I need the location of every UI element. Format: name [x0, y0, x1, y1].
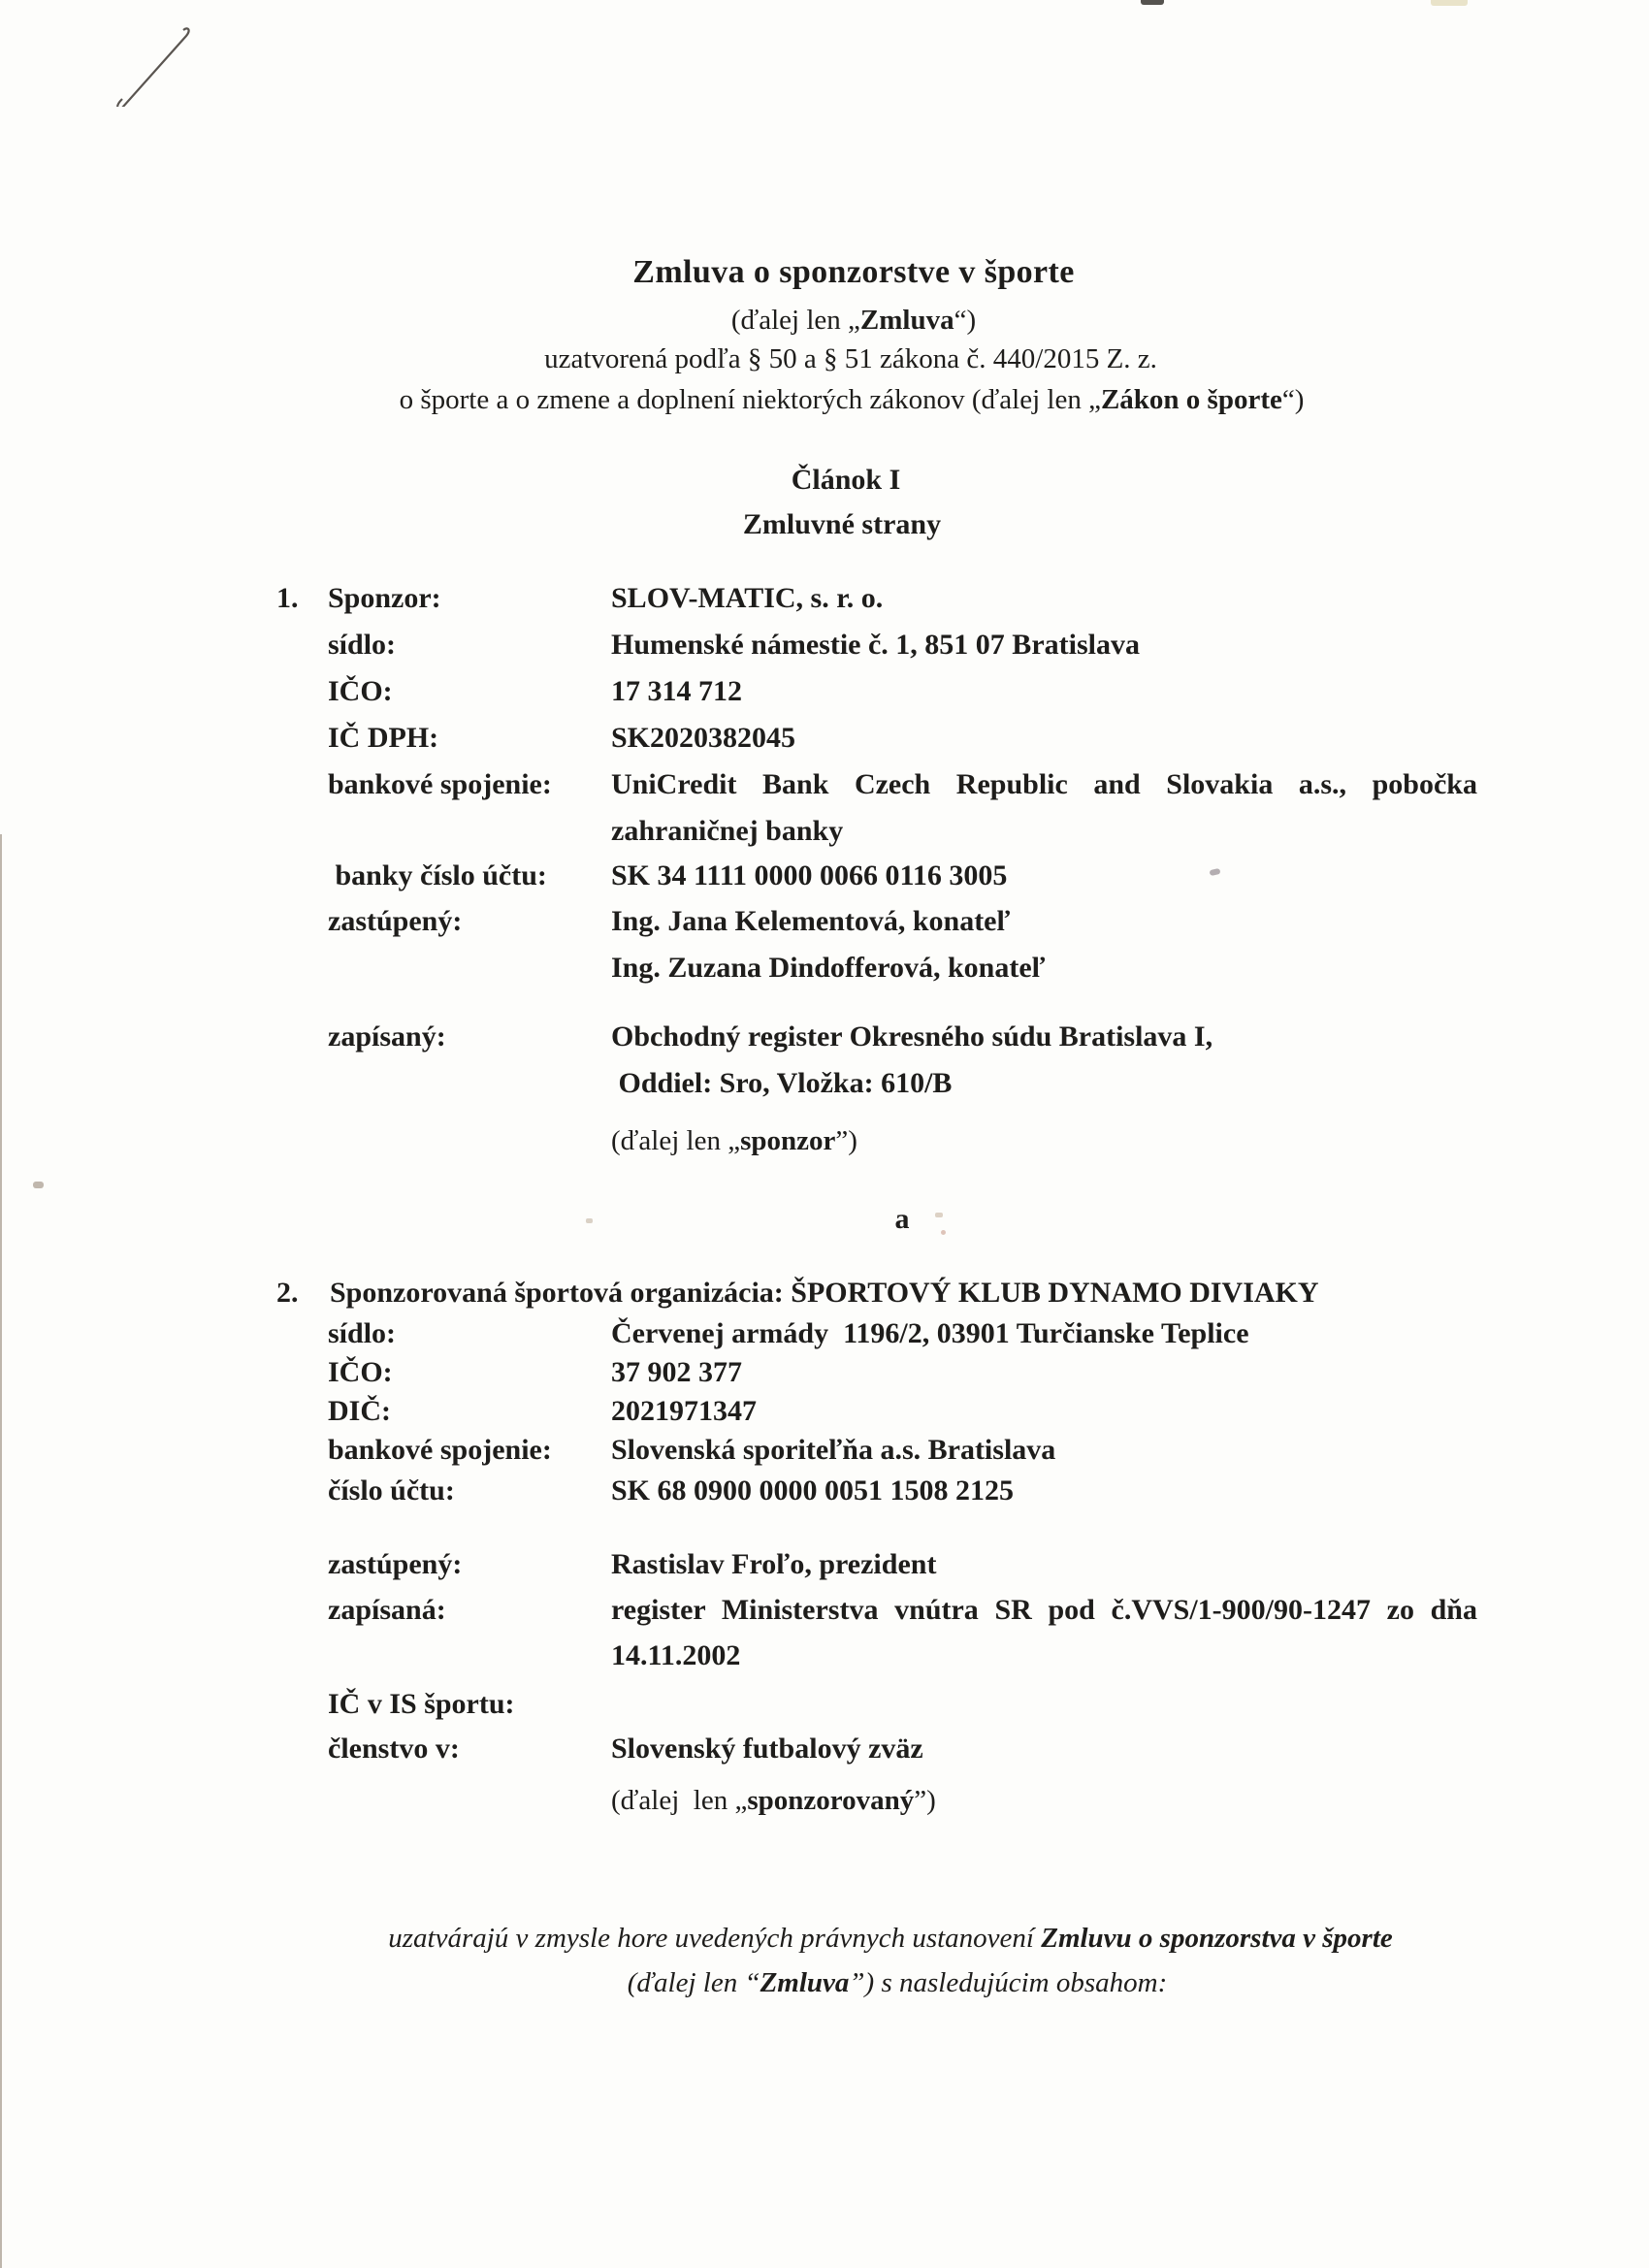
row-label: zapísaný: [328, 1021, 446, 1053]
subtitle-post: “) [954, 305, 977, 336]
party1-alias-line [611, 1125, 857, 1157]
subtitle-defined-term: Zmluva [859, 305, 954, 336]
party2-bank-row [328, 1434, 1482, 1480]
party1-ico-row [328, 675, 1482, 722]
law-line2-pre: o športe a o zmene a doplnení niektorých zákonov (ďalej len „ [399, 384, 1101, 415]
pen-stroke-mark [109, 19, 196, 107]
row-value: Slovenský futbalový zväz [611, 1733, 923, 1765]
law-reference-line: uzatvorená podľa § 50 a § 51 zákona č. 440/2015 Z. z. [544, 343, 1157, 374]
article-heading: Článok I [791, 464, 901, 496]
alias-pre: (ďalej len „ [611, 1125, 741, 1156]
party1-represented-row [328, 905, 1482, 952]
row-label: zastúpený: [328, 1548, 463, 1580]
document-subtitle [731, 305, 976, 337]
row-value: SK2020382045 [611, 722, 796, 754]
row-value: SLOV-MATIC, s. r. o. [611, 582, 884, 614]
row-value: Humenské námestie č. 1, 851 07 Bratislava [611, 629, 1140, 661]
row-value: SK 68 0900 0000 0051 1508 2125 [611, 1474, 1015, 1507]
party2-heading-value: ŠPORTOVÝ KLUB DYNAMO DIVIAKY [791, 1277, 1319, 1309]
party1-bank-row [328, 768, 1482, 815]
scan-artifact-top-dash [1141, 0, 1164, 5]
row-value: 37 902 377 [611, 1356, 742, 1388]
party2-registered-row [328, 1594, 1482, 1640]
row-label: sídlo: [328, 1317, 397, 1349]
row-label: bankové spojenie: [328, 768, 552, 800]
row-value: 2021971347 [611, 1395, 757, 1427]
party1-sponzor-row [328, 582, 1482, 629]
party2-number: 2. [276, 1277, 299, 1309]
row-value: Ing. Jana Kelementová, konateľ [611, 905, 1011, 937]
row-value: register Ministerstva vnútra SR pod č.VVS/1-900/90-1247 zo dňa [611, 1594, 1477, 1626]
row-label: banky číslo účtu: [328, 859, 547, 891]
party1-represented-row-cont [328, 952, 1482, 998]
party1-sidlo-row [328, 629, 1482, 675]
party2-alias-line [611, 1785, 936, 1817]
row-value: Rastislav Froľo, prezident [611, 1548, 937, 1580]
alias-term: sponzor [740, 1125, 836, 1156]
scan-speck-5 [941, 1230, 946, 1235]
party2-registered-row-cont [328, 1639, 1482, 1686]
subtitle-pre: (ďalej len „ [730, 305, 860, 336]
scan-speck-4 [935, 1213, 943, 1217]
row-value: 17 314 712 [611, 675, 742, 707]
party1-number: 1. [276, 582, 299, 614]
row-value: 14.11.2002 [611, 1639, 741, 1671]
party1-account-row [328, 859, 1482, 906]
law-line2-defined-term: Zákon o športe [1100, 384, 1282, 415]
party1-icdph-row [328, 722, 1482, 768]
row-label: Sponzor: [328, 582, 441, 614]
party2-is-sport-row [328, 1688, 1482, 1734]
row-label: IČO: [328, 1356, 393, 1388]
party2-represented-row [328, 1548, 1482, 1595]
closing-line-1 [388, 1923, 1393, 1955]
row-label: IČO: [328, 675, 393, 707]
alias-term: sponzorovaný [747, 1785, 915, 1816]
closing-line1-term: Zmluvu o sponzorstva v športe [1041, 1923, 1393, 1954]
row-label: číslo účtu: [328, 1474, 455, 1507]
row-label: zapísaná: [328, 1594, 446, 1626]
article-subheading: Zmluvné strany [742, 508, 942, 540]
row-label: členstvo v: [328, 1733, 460, 1765]
row-value: zahraničnej banky [611, 815, 844, 847]
party1-registered-row-cont [328, 1067, 1482, 1114]
scan-edge-shadow [0, 834, 2, 2268]
alias-post: ”) [914, 1785, 936, 1816]
row-value: Ing. Zuzana Dindofferová, konateľ [611, 952, 1046, 984]
closing-line2-post: ”) s nasledujúcim obsahom: [849, 1967, 1168, 1998]
scan-speck-3 [586, 1218, 593, 1223]
party2-membership-row [328, 1733, 1482, 1779]
closing-line-2 [628, 1967, 1168, 1999]
party2-heading-label: Sponzorovaná športová organizácia: [330, 1277, 792, 1309]
row-label: IČ DPH: [328, 722, 439, 754]
row-value: Obchodný register Okresného súdu Bratislava I, [611, 1021, 1213, 1053]
row-value: Slovenská sporiteľňa a.s. Bratislava [611, 1434, 1056, 1466]
row-label: zastúpený: [328, 905, 463, 937]
party1-bank-row-cont [328, 815, 1482, 861]
closing-line2-term: Zmluva [760, 1967, 850, 1998]
row-label: DIČ: [328, 1395, 391, 1427]
party2-heading [330, 1277, 1319, 1310]
row-value: Oddiel: Sro, Vložka: 610/B [611, 1067, 953, 1099]
scan-artifact-top-smudge [1431, 0, 1468, 6]
party2-account-row [328, 1474, 1482, 1521]
alias-pre: (ďalej len „ [611, 1785, 748, 1816]
alias-post: ”) [835, 1125, 857, 1156]
scan-speck-2 [33, 1182, 44, 1188]
row-value: UniCredit Bank Czech Republic and Slovakia a.s., pobočka [611, 768, 1477, 800]
law-reference-line-2 [400, 384, 1305, 416]
party1-registered-row [328, 1021, 1482, 1067]
closing-line1-pre: uzatvárajú v zmysle hore uvedených právnych ustanovení [388, 1923, 1042, 1954]
conjunction-a: a [894, 1203, 910, 1235]
closing-line2-pre: (ďalej len “ [627, 1967, 760, 1998]
law-line2-post: “) [1281, 384, 1305, 415]
row-label: bankové spojenie: [328, 1434, 552, 1466]
row-label: sídlo: [328, 629, 397, 661]
row-label: IČ v IS športu: [328, 1688, 515, 1720]
row-value: SK 34 1111 0000 0066 0116 3005 [611, 859, 1008, 891]
document-title: Zmluva o sponzorstve v športe [632, 254, 1075, 290]
row-value: Červenej armády 1196/2, 03901 Turčianske Teplice [611, 1317, 1249, 1349]
